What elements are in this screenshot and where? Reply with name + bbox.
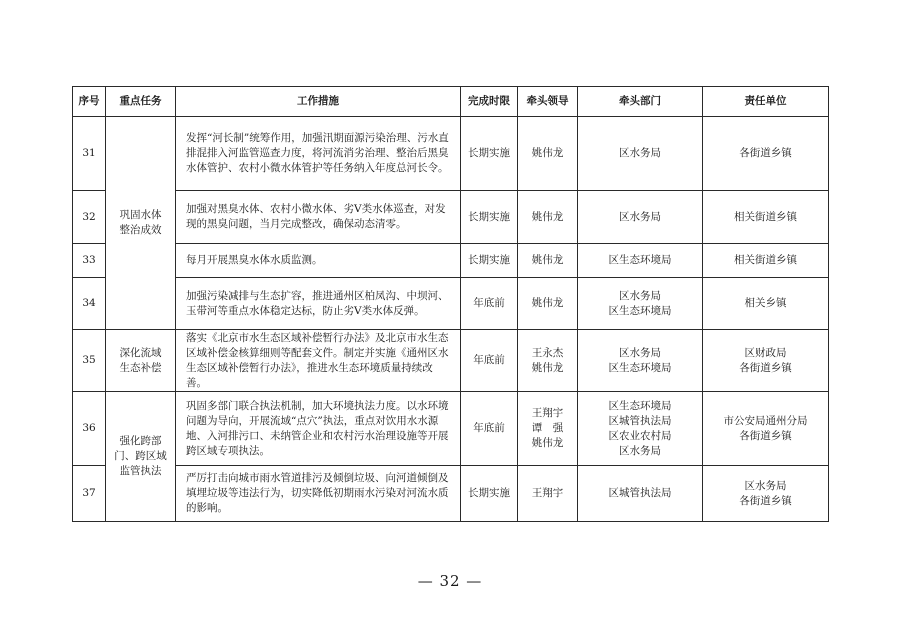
task-label: 强化跨部 门、跨区域 监管执法 bbox=[114, 435, 167, 477]
leader-cell: 姚伟龙 bbox=[518, 244, 578, 278]
row-no: 34 bbox=[73, 278, 106, 330]
header-dept: 牵头部门 bbox=[578, 87, 703, 117]
measure-cell: 加强对黑臭水体、农村小微水体、劣Ⅴ类水体巡查，对发现的黑臭问题，当月完成整改，确保动态清零。 bbox=[176, 191, 461, 244]
row-no: 33 bbox=[73, 244, 106, 278]
deadline-cell: 年底前 bbox=[461, 278, 518, 330]
leader-cell: 王永杰 姚伟龙 bbox=[518, 330, 578, 392]
unit-cell: 区水务局 各街道乡镇 bbox=[703, 466, 829, 522]
header-row bbox=[73, 87, 829, 117]
task-cell bbox=[106, 392, 176, 522]
task-cell bbox=[106, 117, 176, 330]
page-number: — 32 — bbox=[417, 572, 483, 590]
table-row bbox=[73, 278, 829, 330]
row-no: 32 bbox=[73, 191, 106, 244]
dept-cell: 区水务局 bbox=[578, 191, 703, 244]
measure-cell: 严厉打击向城市雨水管道排污及倾倒垃圾、向河道倾倒及填埋垃圾等违法行为，切实降低初期雨水污染对河流水质的影响。 bbox=[176, 466, 461, 522]
leader-cell: 姚伟龙 bbox=[518, 191, 578, 244]
row-no: 31 bbox=[73, 117, 106, 191]
unit-cell: 相关街道乡镇 bbox=[703, 244, 829, 278]
leader-cell: 姚伟龙 bbox=[518, 278, 578, 330]
unit-cell: 区财政局 各街道乡镇 bbox=[703, 330, 829, 392]
measure-cell: 巩固多部门联合执法机制，加大环境执法力度。以水环境问题为导向，开展流域“点穴”执法，重点对饮用水水源地、入河排污口、未纳管企业和农村污水治理设施等开展跨区域专项执法。 bbox=[176, 392, 461, 466]
unit-cell: 相关街道乡镇 bbox=[703, 191, 829, 244]
table-row bbox=[73, 191, 829, 244]
deadline-cell: 年底前 bbox=[461, 392, 518, 466]
dept-cell: 区水务局 区生态环境局 bbox=[578, 330, 703, 392]
row-no: 35 bbox=[73, 330, 106, 392]
leader-cell: 王翔宇 bbox=[518, 466, 578, 522]
table-row bbox=[73, 330, 829, 392]
leader-cell: 王翔宇 谭 强 姚伟龙 bbox=[518, 392, 578, 466]
deadline-cell: 长期实施 bbox=[461, 117, 518, 191]
deadline-cell: 长期实施 bbox=[461, 244, 518, 278]
table-row bbox=[73, 466, 829, 522]
dept-cell: 区生态环境局 bbox=[578, 244, 703, 278]
dept-cell: 区城管执法局 bbox=[578, 466, 703, 522]
table-row bbox=[73, 392, 829, 466]
task-label: 巩固水体 整治成效 bbox=[119, 209, 162, 236]
dept-cell: 区水务局 区生态环境局 bbox=[578, 278, 703, 330]
task-cell bbox=[106, 330, 176, 392]
header-deadline: 完成时限 bbox=[461, 87, 518, 117]
unit-cell: 市公安局通州分局 各街道乡镇 bbox=[703, 392, 829, 466]
dept-cell: 区水务局 bbox=[578, 117, 703, 191]
header-unit: 责任单位 bbox=[703, 87, 829, 117]
header-measure: 工作措施 bbox=[176, 87, 461, 117]
header-leader: 牵头领导 bbox=[518, 87, 578, 117]
measure-cell: 落实《北京市水生态区域补偿暂行办法》及北京市水生态区域补偿金核算细则等配套文件。制定并实施《通州区水生态区域补偿暂行办法》，推进水生态环境质量持续改善。 bbox=[176, 330, 461, 392]
task-label: 深化流域 生态补偿 bbox=[119, 346, 162, 374]
deadline-cell: 长期实施 bbox=[461, 466, 518, 522]
header-task: 重点任务 bbox=[106, 87, 176, 117]
leader-cell: 姚伟龙 bbox=[518, 117, 578, 191]
measure-cell: 加强污染减排与生态扩容，推进通州区柏凤沟、中坝河、玉带河等重点水体稳定达标，防止劣Ⅴ类水体反弹。 bbox=[176, 278, 461, 330]
dept-cell: 区生态环境局 区城管执法局 区农业农村局 区水务局 bbox=[578, 392, 703, 466]
measure-cell: 每月开展黑臭水体水质监测。 bbox=[176, 244, 461, 278]
row-no: 37 bbox=[73, 466, 106, 522]
row-no: 36 bbox=[73, 392, 106, 466]
table-row bbox=[73, 117, 829, 191]
unit-cell: 相关乡镇 bbox=[703, 278, 829, 330]
deadline-cell: 长期实施 bbox=[461, 191, 518, 244]
table-row bbox=[73, 244, 829, 278]
unit-cell: 各街道乡镇 bbox=[703, 117, 829, 191]
deadline-cell: 年底前 bbox=[461, 330, 518, 392]
measure-cell: 发挥“河长制”统筹作用，加强汛期面源污染治理、污水直排混排入河监管巡查力度，将河流消劣治理、整治后黑臭水体管护、农村小微水体管护等任务纳入年度总河长令。 bbox=[176, 117, 461, 191]
task-table bbox=[72, 86, 829, 522]
header-no: 序号 bbox=[73, 87, 106, 117]
